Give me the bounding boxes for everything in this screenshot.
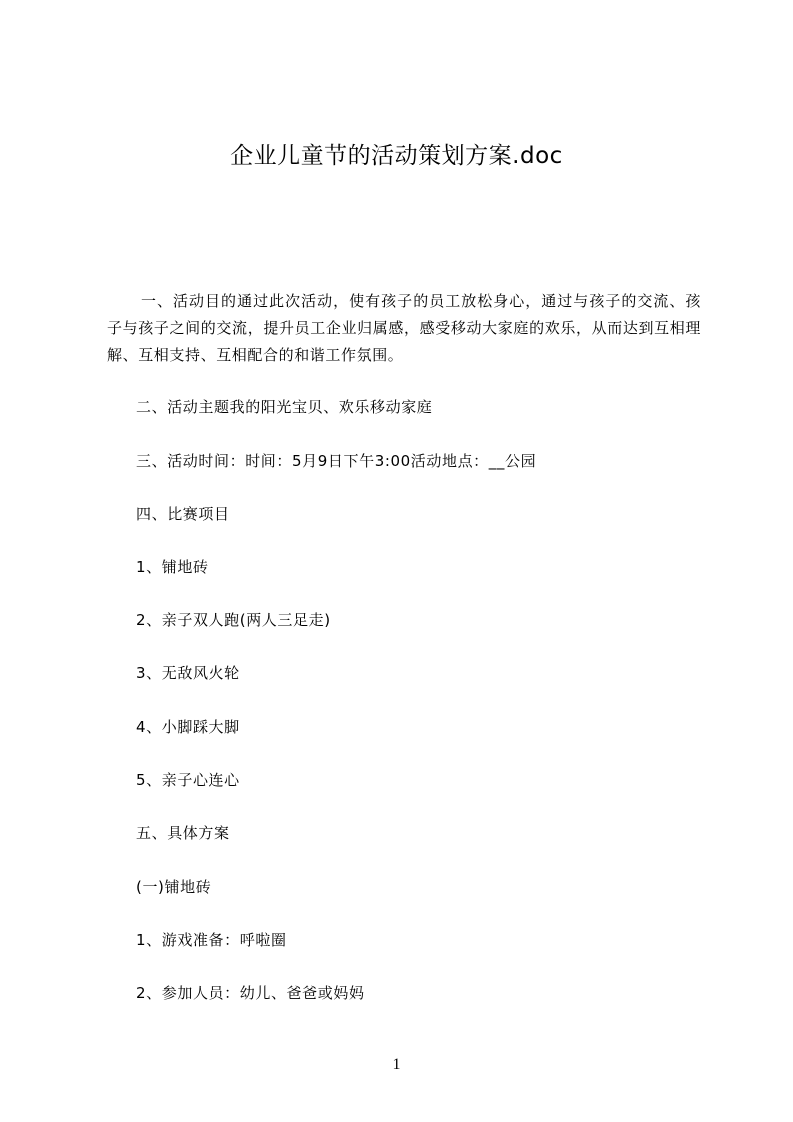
list-item: 1、铺地砖 <box>136 558 209 576</box>
list-item: 4、小脚踩大脚 <box>136 718 240 736</box>
section-heading-specific-plan: 五、具体方案 <box>136 824 230 842</box>
list-item: 5、亲子心连心 <box>136 771 240 789</box>
subsection-heading-paving-tiles: (一)铺地砖 <box>136 878 212 896</box>
list-item: 2、参加人员：幼儿、爸爸或妈妈 <box>136 984 365 1002</box>
paragraph-activity-time-place: 三、活动时间：时间：5月9日下午3:00活动地点：__公园 <box>136 452 537 470</box>
section-heading-competition-items: 四、比赛项目 <box>136 505 230 523</box>
list-item: 3、无敌风火轮 <box>136 664 240 682</box>
document-title: 企业儿童节的活动策划方案.doc <box>230 143 563 169</box>
list-item: 1、游戏准备：呼啦圈 <box>136 931 287 949</box>
paragraph-activity-theme: 二、活动主题我的阳光宝贝、欢乐移动家庭 <box>136 398 433 416</box>
list-item: 2、亲子双人跑(两人三足走) <box>136 611 331 629</box>
paragraph-activity-purpose: 一、活动目的通过此次活动，使有孩子的员工放松身心，通过与孩子的交流、孩子与孩子之间的交流，提升员工企业归属感，感受移动大家庭的欢乐，从而达到互相理解、互相支持、互相配合的和谐工作氛围。 <box>107 292 701 364</box>
page-number: 1 <box>392 1056 401 1073</box>
